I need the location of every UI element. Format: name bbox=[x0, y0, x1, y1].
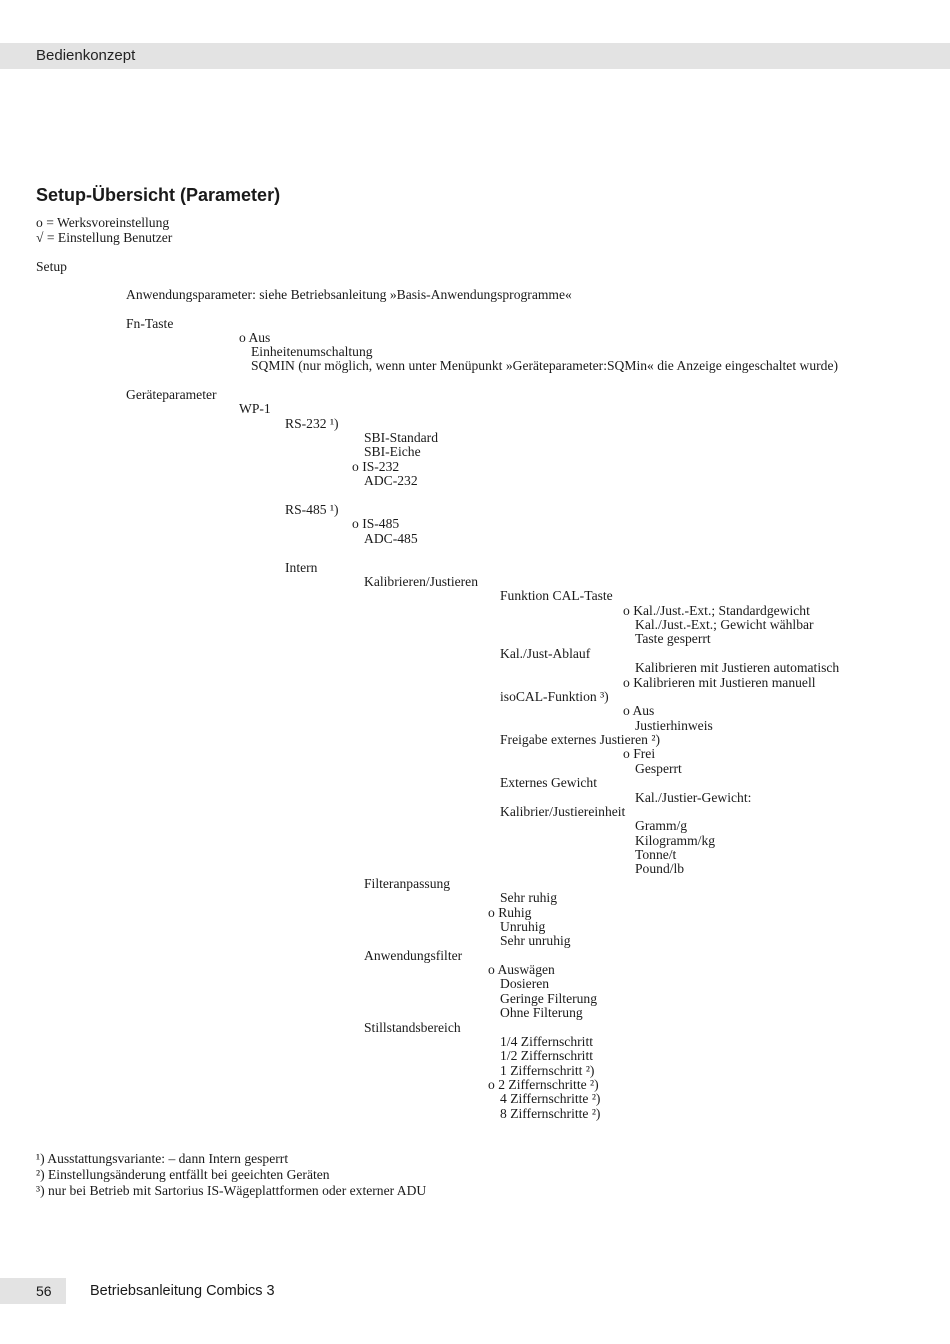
stillstand-label: Stillstandsbereich bbox=[364, 1020, 461, 1035]
option-item: Taste gesperrt bbox=[635, 631, 711, 646]
ablauf-label: Kal./Just-Ablauf bbox=[500, 646, 591, 661]
option-item: Gesperrt bbox=[635, 761, 682, 776]
fn-taste-label: Fn-Taste bbox=[126, 316, 174, 331]
cal-taste-label: Funktion CAL-Taste bbox=[500, 588, 613, 603]
ext-gewicht-label: Externes Gewicht bbox=[500, 775, 598, 790]
freigabe-label: Freigabe externes Justieren ²) bbox=[500, 732, 660, 747]
option-item: Unruhig bbox=[500, 919, 546, 934]
option-item: Kilogramm/kg bbox=[635, 833, 716, 848]
option-item: Tonne/t bbox=[635, 847, 677, 862]
page-number-box bbox=[0, 1278, 66, 1304]
wp-label: WP-1 bbox=[239, 401, 271, 416]
option-item: SQMIN (nur möglich, wenn unter Menüpunkt »Geräteparameter:SQMin« die Anzeige eingeschaltet wurde) bbox=[251, 358, 839, 373]
filteranpassung-label: Filteranpassung bbox=[364, 876, 451, 891]
legend-factory: o = Werksvoreinstellung bbox=[36, 215, 170, 230]
section-title: Bedienkonzept bbox=[36, 47, 136, 64]
option-item: o Kalibrieren mit Justieren manuell bbox=[623, 675, 816, 690]
option-item: 4 Ziffernschritte ²) bbox=[500, 1091, 601, 1106]
option-item: Geringe Filterung bbox=[500, 991, 598, 1006]
option-item: ADC-232 bbox=[364, 473, 418, 488]
option-item: Kal./Just.-Ext.; Gewicht wählbar bbox=[635, 617, 814, 632]
option-item: Sehr unruhig bbox=[500, 933, 571, 948]
option-item: o IS-485 bbox=[352, 516, 400, 531]
option-item: o IS-232 bbox=[352, 459, 400, 474]
option-item: 1/2 Ziffernschritt bbox=[500, 1048, 593, 1063]
option-item: Sehr ruhig bbox=[500, 890, 558, 905]
option-item: o Kal./Just.-Ext.; Standardgewicht bbox=[623, 603, 810, 618]
option-item: o Frei bbox=[623, 746, 656, 761]
intern-label: Intern bbox=[285, 560, 318, 575]
footnote-3: ³) nur bei Betrieb mit Sartorius IS-Wägeplattformen oder externer ADU bbox=[36, 1183, 427, 1198]
anwendungsfilter-label: Anwendungsfilter bbox=[364, 948, 463, 963]
option-item: ADC-485 bbox=[364, 531, 418, 546]
option-item: Kalibrieren mit Justieren automatisch bbox=[635, 660, 840, 675]
option-item: o Auswägen bbox=[488, 962, 555, 977]
rs485-label: RS-485 ¹) bbox=[285, 502, 339, 517]
option-item: Gramm/g bbox=[635, 818, 688, 833]
option-item: o Aus bbox=[239, 330, 271, 345]
tree-root: Setup bbox=[36, 259, 67, 274]
option-item: 8 Ziffernschritte ²) bbox=[500, 1106, 601, 1121]
footnote-2: ²) Einstellungsänderung entfällt bei geeichten Geräten bbox=[36, 1167, 330, 1182]
option-item: o 2 Ziffernschritte ²) bbox=[488, 1077, 599, 1092]
option-item: Ohne Filterung bbox=[500, 1005, 583, 1020]
option-item: 1/4 Ziffernschritt bbox=[500, 1034, 593, 1049]
einheit-label: Kalibrier/Justiereinheit bbox=[500, 804, 626, 819]
kalibrieren-label: Kalibrieren/Justieren bbox=[364, 574, 478, 589]
header-bar bbox=[0, 43, 950, 69]
option-item: Justierhinweis bbox=[635, 718, 713, 733]
isocal-label: isoCAL-Funktion ³) bbox=[500, 689, 609, 704]
legend-user: √ = Einstellung Benutzer bbox=[36, 230, 173, 245]
option-item: o Ruhig bbox=[488, 905, 532, 920]
option-item: Einheitenumschaltung bbox=[251, 344, 373, 359]
option-item: SBI-Standard bbox=[364, 430, 439, 445]
option-item: o Aus bbox=[623, 703, 655, 718]
option-item: Dosieren bbox=[500, 976, 550, 991]
option-item: Kal./Justier-Gewicht: bbox=[635, 790, 752, 805]
footnote-1: ¹) Ausstattungsvariante: – dann Intern gesperrt bbox=[36, 1151, 289, 1166]
document-title: Betriebsanleitung Combics 3 bbox=[90, 1283, 275, 1299]
rs232-label: RS-232 ¹) bbox=[285, 416, 339, 431]
option-item: Pound/lb bbox=[635, 861, 685, 876]
geraeteparameter-label: Geräteparameter bbox=[126, 387, 217, 402]
option-item: SBI-Eiche bbox=[364, 444, 421, 459]
option-item: 1 Ziffernschritt ²) bbox=[500, 1063, 595, 1078]
page-number: 56 bbox=[36, 1283, 52, 1299]
anwendungsparameter-note: Anwendungsparameter: siehe Betriebsanleitung »Basis-Anwendungsprogramme« bbox=[126, 287, 572, 302]
page-title: Setup-Übersicht (Parameter) bbox=[36, 185, 281, 205]
